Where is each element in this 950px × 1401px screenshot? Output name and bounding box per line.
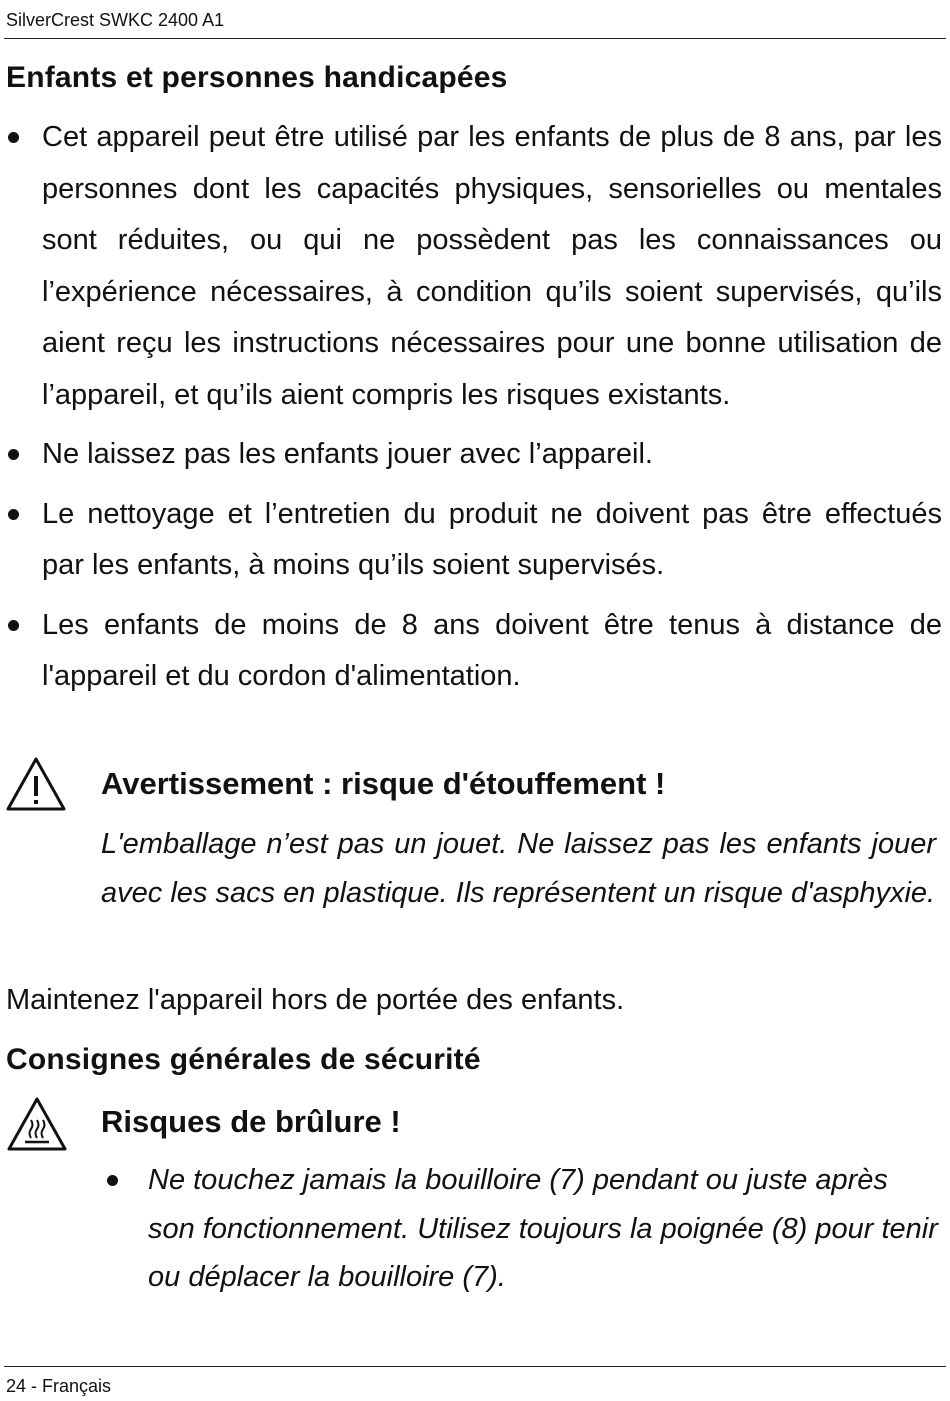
running-header: SilverCrest SWKC 2400 A1 <box>6 10 225 30</box>
list-item <box>0 600 942 703</box>
hot-surface-icon <box>6 1096 68 1152</box>
children-note: Maintenez l'appareil hors de portée des enfants. <box>6 984 625 1016</box>
bullet-icon <box>8 132 19 143</box>
warning-text: L'emballage n’est pas un jouet. Ne laissez pas les enfants jouer avec les sacs en plastique. Ils représentent un risque d'asphyxie. <box>101 828 936 909</box>
section-heading-general-safety: Consignes générales de sécurité <box>6 1043 481 1076</box>
page-number: 24 - Français <box>6 1376 112 1396</box>
list-item <box>0 112 942 421</box>
list-item <box>0 429 942 481</box>
children-bullet-list <box>0 112 942 703</box>
list-item-text: Le nettoyage et l’entretien du produit ne doivent pas être effectués par les enfants, à moins qu’ils soient supervisés. <box>42 497 942 581</box>
burn-bullet-list <box>101 1156 942 1302</box>
list-item-text: Les enfants de moins de 8 ans doivent être tenus à distance de l'appareil et du cordon d'alimentation. <box>42 608 942 692</box>
bullet-icon <box>8 620 19 631</box>
header-divider <box>4 38 946 39</box>
warning-triangle-icon <box>5 756 67 812</box>
warning-title: Avertissement : risque d'étouffement ! <box>101 766 666 801</box>
bullet-icon <box>107 1175 118 1186</box>
list-item-text: Ne laissez pas les enfants jouer avec l’appareil. <box>42 438 653 470</box>
bullet-icon <box>8 449 19 460</box>
list-item-text: Ne touchez jamais la bouilloire (7) pendant ou juste après son fonctionnement. Utilisez toujours la poignée (8) pour tenir ou déplacer la bouilloire (7). <box>148 1164 938 1293</box>
section-heading-children: Enfants et personnes handicapées <box>6 61 508 94</box>
list-item <box>101 1156 942 1302</box>
bullet-icon <box>8 509 19 520</box>
footer-divider <box>4 1366 946 1367</box>
list-item-text: Cet appareil peut être utilisé par les enfants de plus de 8 ans, par les personnes dont les capacités physiques, sensorielles ou mentales sont réduites, ou qui ne possèdent pas les connaissances ou l’expérience nécessaires, à condition qu’ils soient supervisés, qu’ils aient reçu les instructions nécessaires pour une bonne utilisation de l’appareil, et qu’ils aient compris les risques existants. <box>42 121 942 411</box>
burn-warning-title: Risques de brûlure ! <box>101 1104 401 1139</box>
list-item <box>0 489 942 592</box>
